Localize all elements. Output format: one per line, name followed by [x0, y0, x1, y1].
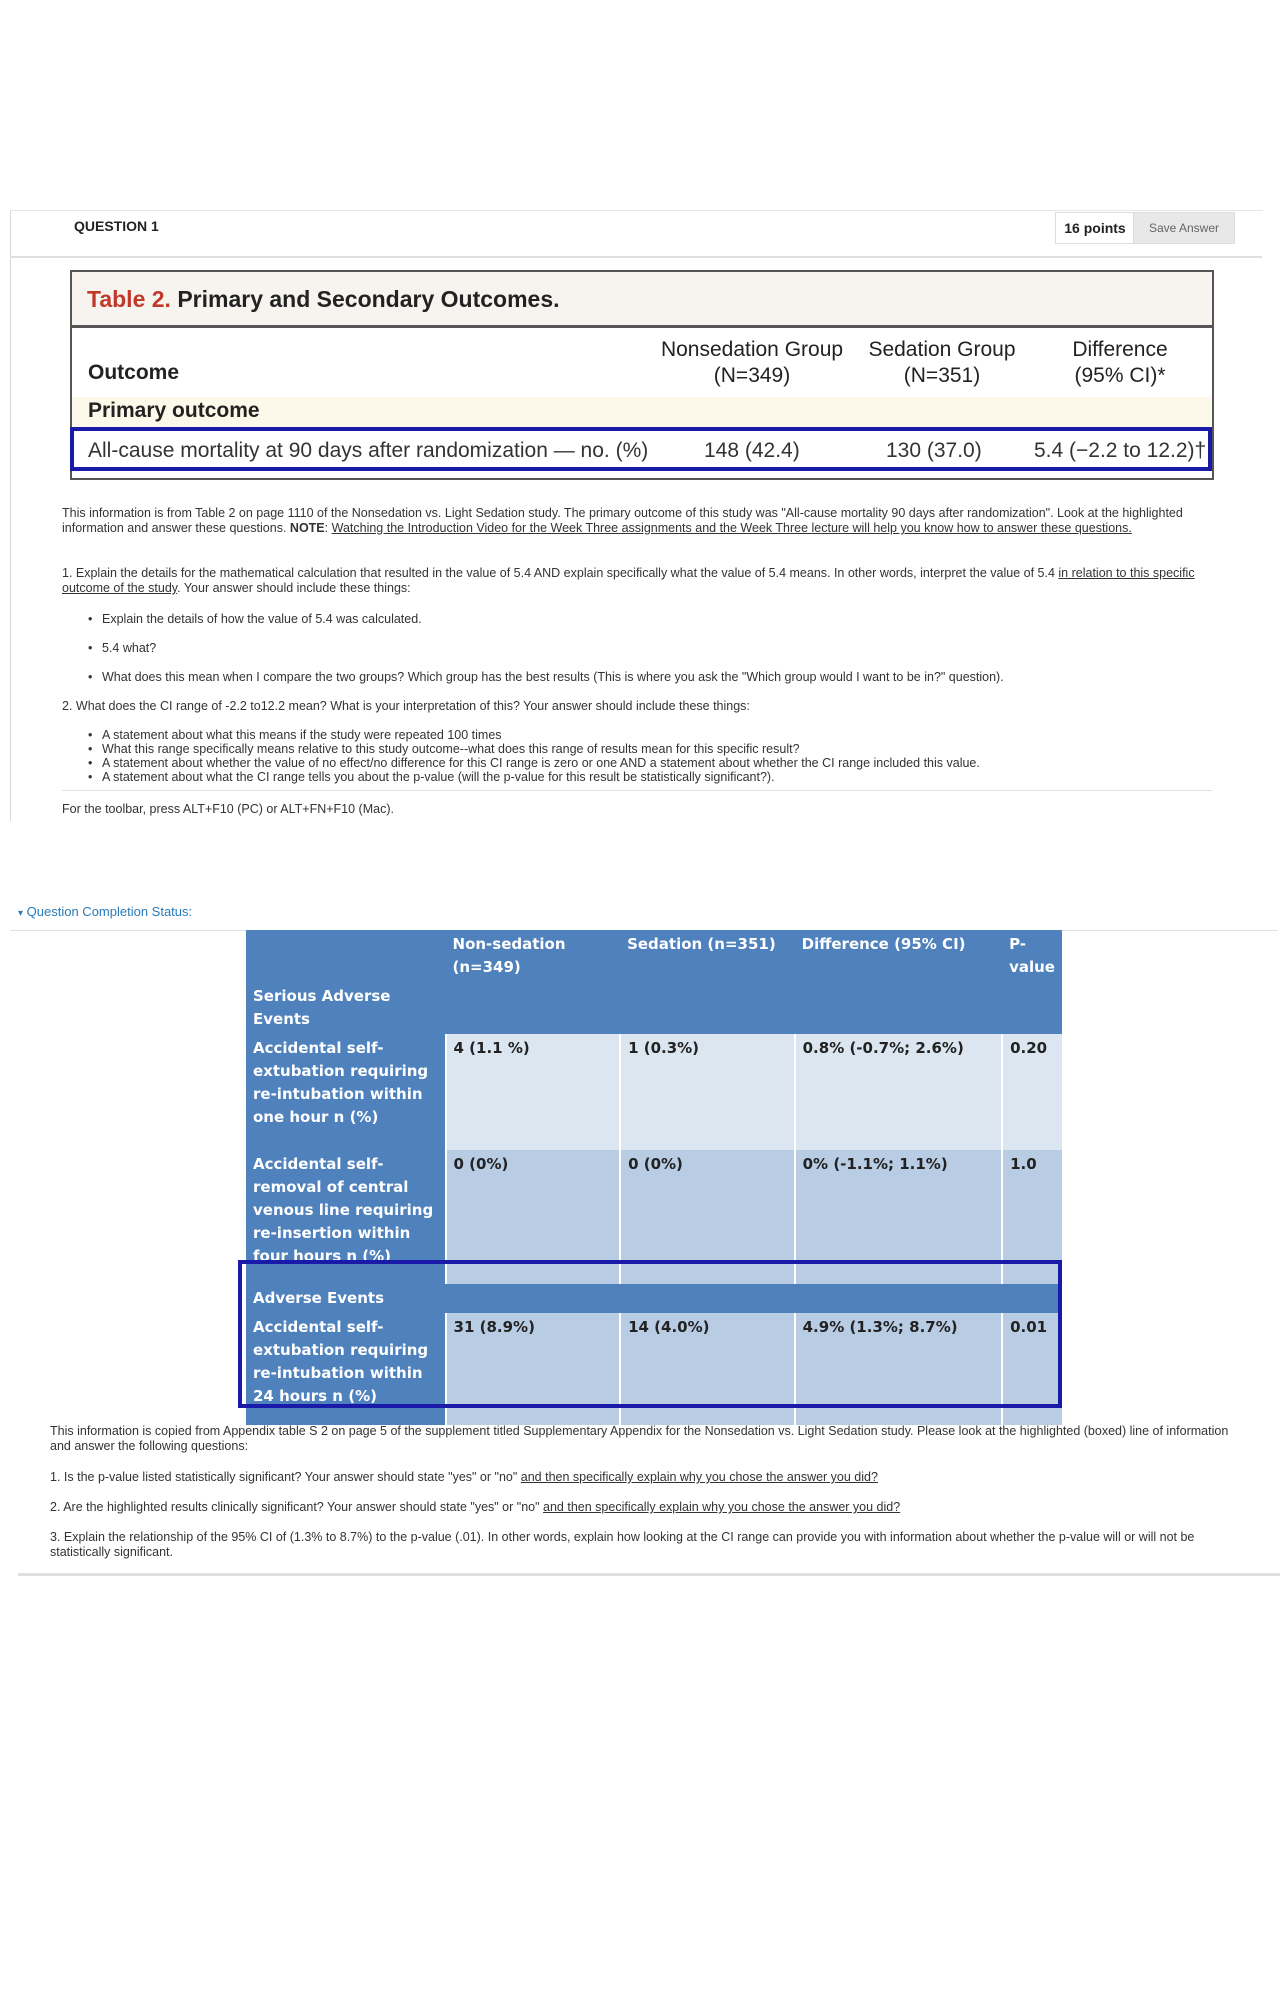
q1-intro-note: NOTE — [289, 521, 325, 535]
appendix-cell: 4.9% (1.3%; 8.7%) — [795, 1313, 1002, 1425]
appendix-header-cell: Non-sedation (n=349) — [446, 930, 621, 982]
appendix-section-fill — [1002, 982, 1062, 1034]
question-completion-status[interactable] — [18, 904, 192, 919]
q2-question-1-underlined: and then specifically explain why you chose the answer you did? — [520, 1470, 878, 1484]
q1-part1 — [62, 566, 1212, 596]
question-completion-status-label: Question Completion Status: — [26, 904, 193, 919]
appendix-section-fill — [620, 982, 795, 1034]
appendix-cell: 4 (1.1 %) — [446, 1034, 621, 1150]
appendix-cell: 0.01 — [1002, 1313, 1062, 1425]
appendix-header-cell: P-value — [1002, 930, 1062, 982]
q1-bullet-text: • What does this mean when I compare the two groups? Which group has the best results (This is where you ask the "Which group would I want to be in?" question). — [86, 670, 1216, 685]
q1-part1-text: 1. Explain the details for the mathematical calculation that resulted in the value of 5.4 AND explain specifically what the value of 5.4 means. In other words, interpret the value of 5.4 — [62, 566, 1059, 580]
table2-image — [70, 270, 1214, 480]
table2-col-sedation-line2: (N=351) — [903, 364, 981, 387]
table2-col-nonsedation — [652, 337, 852, 389]
appendix-row-label: Accidental self-removal of central venous line requiring re-insertion within four hours n (%) — [246, 1150, 446, 1284]
q2-question-1 — [50, 1470, 1230, 1485]
q1-part2-bullets — [86, 728, 1216, 784]
q1-part1-tail: . Your answer should include these things: — [177, 581, 411, 595]
appendix-cell: 0 (0%) — [446, 1150, 621, 1284]
table2-title-text: Primary and Secondary Outcomes. — [177, 286, 560, 312]
appendix-section-label: Serious Adverse Events — [246, 982, 446, 1034]
q2-intro: This information is copied from Appendix table S 2 on page 5 of the supplement titled Supplementary Appendix for the Nonsedation vs. Light Sedation study. Please look at the highlighted (boxed) line of information and answer the following questions: — [50, 1424, 1229, 1453]
appendix-cell: 31 (8.9%) — [446, 1313, 621, 1425]
table2-highlighted-row — [70, 427, 1212, 471]
question-header-divider — [10, 256, 1262, 258]
appendix-highlight-box — [238, 1260, 1062, 1408]
appendix-section-fill — [795, 982, 1002, 1034]
appendix-header-row — [246, 930, 1062, 982]
appendix-cell: 0% (-1.1%; 1.1%) — [795, 1150, 1002, 1284]
q1-part1-bullet-1 — [86, 612, 1216, 627]
appendix-cell: 1 (0.3%) — [620, 1034, 795, 1150]
table-row — [246, 1034, 1062, 1150]
q1-part1-bullet-2 — [86, 641, 1216, 656]
chevron-down-icon: ▾ — [18, 908, 24, 919]
table2-col-outcome: Outcome — [88, 361, 180, 384]
table2-title — [87, 286, 560, 313]
save-answer-button[interactable]: Save Answer — [1133, 212, 1235, 244]
table2-row-outcome: All-cause mortality at 90 days after randomization — no. (%) — [88, 439, 649, 462]
question-title: QUESTION 1 — [74, 218, 159, 234]
bottom-divider — [18, 1573, 1280, 1576]
editor-divider — [62, 790, 1212, 791]
appendix-section-label: Adverse Events — [246, 1284, 446, 1313]
table2-col-sedation — [852, 337, 1032, 389]
table2-title-label: Table 2. — [87, 286, 171, 312]
q1-part2-bullet: • A statement about what the CI range tells you about the p-value (will the p-value for this result be statistically significant?). — [86, 770, 1216, 784]
q2-question-3: 3. Explain the relationship of the 95% CI of (1.3% to 8.7%) to the p-value (.01). In other words, explain how looking at the CI range can provide you with information about whether the p-value will or will not be statistically significant. — [50, 1530, 1195, 1559]
q1-part1-underlined: in relation to this specific outcome of the study — [62, 566, 1195, 595]
q2-question-2 — [50, 1500, 1230, 1515]
q1-intro-text: This information is from Table 2 on page 1110 of the Nonsedation vs. Light Sedation study. The primary outcome of this study was "All-cause mortality 90 days after randomization". Look at the highlighted information and answer these questions. — [62, 506, 1183, 535]
appendix-header-cell: Sedation (n=351) — [620, 930, 795, 982]
table2-col-difference-line1: Difference — [1072, 338, 1168, 361]
table2-row-sedation: 130 (37.0) — [886, 439, 982, 462]
table2-col-difference — [1030, 337, 1210, 389]
appendix-header-cell: Difference (95% CI) — [795, 930, 1002, 982]
appendix-section-fill — [446, 982, 621, 1034]
table2-col-nonsedation-line1: Nonsedation Group — [660, 338, 844, 361]
appendix-cell: 0.8% (-0.7%; 2.6%) — [795, 1034, 1002, 1150]
table2-row-nonsedation: 148 (42.4) — [704, 439, 800, 462]
appendix-row-label: Accidental self-extubation requiring re-intubation within one hour n (%) — [246, 1034, 446, 1150]
table2-col-sedation-line1: Sedation Group — [868, 338, 1016, 361]
toolbar-hint: For the toolbar, press ALT+F10 (PC) or ALT+FN+F10 (Mac). — [62, 802, 394, 816]
q2-question-2-text: 2. Are the highlighted results clinically significant? Your answer should state "yes" or "no" — [50, 1500, 544, 1514]
q1-part2-bullet: • A statement about what this means if the study were repeated 100 times — [86, 728, 1216, 742]
q2-question-1-text: 1. Is the p-value listed statistically significant? Your answer should state "yes" or "no" — [50, 1470, 521, 1484]
q1-bullet-text: • Explain the details of how the value of 5.4 was calculated. — [86, 612, 1216, 627]
q1-intro-colon: : — [324, 521, 332, 535]
table2-row-difference: 5.4 (−2.2 to 12.2)† — [1034, 439, 1207, 462]
q1-part2: 2. What does the CI range of -2.2 to12.2 mean? What is your interpretation of this? Your answer should include these things: — [62, 699, 750, 713]
q1-intro-underlined: Watching the Introduction Video for the Week Three assignments and the Week Three lecture will help you know how to answer these questions. — [331, 521, 1132, 535]
q1-part2-bullet: • What this range specifically means relative to this study outcome--what does this range of results mean for this specific result? — [86, 742, 1216, 756]
appendix-cell: 0 (0%) — [620, 1150, 795, 1284]
table2-col-nonsedation-line2: (N=349) — [713, 364, 791, 387]
appendix-cell: 14 (4.0%) — [620, 1313, 795, 1425]
q1-bullet-text: • 5.4 what? — [86, 641, 1216, 656]
q1-part2-bullet: • A statement about whether the value of no effect/no difference for this CI range is zero or one AND a statement about whether the CI range included this value. — [86, 756, 1216, 770]
q1-intro — [62, 506, 1212, 536]
appendix-header-cell — [246, 930, 446, 982]
q2-question-2-underlined: and then specifically explain why you chose the answer you did? — [543, 1500, 901, 1514]
appendix-section-row — [246, 982, 1062, 1034]
q1-part1-bullet-3 — [86, 670, 1216, 685]
table2-col-difference-line2: (95% CI)* — [1074, 364, 1166, 387]
question-points: 16 points — [1055, 212, 1134, 244]
appendix-cell: 1.0 — [1002, 1150, 1062, 1284]
table2-primary-label: Primary outcome — [88, 399, 260, 422]
appendix-row-label: Accidental self-extubation requiring re-intubation within 24 hours n (%) — [246, 1313, 446, 1425]
appendix-cell: 0.20 — [1002, 1034, 1062, 1150]
table2-title-bar — [72, 272, 1212, 328]
